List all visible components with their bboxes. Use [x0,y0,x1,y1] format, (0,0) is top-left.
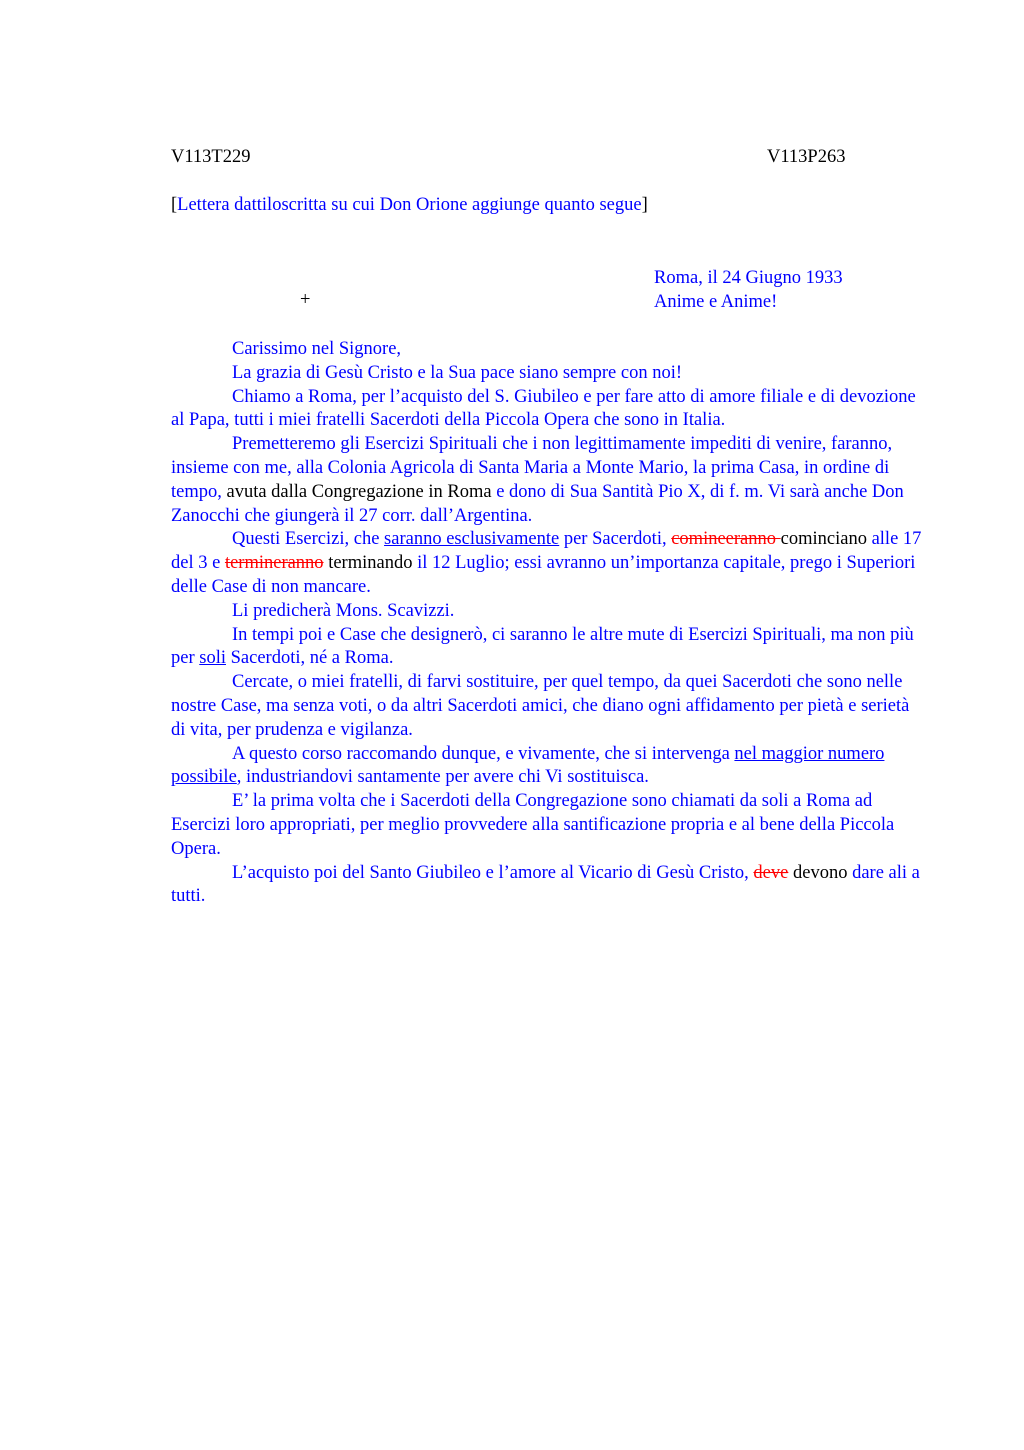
handwritten-insert: terminando [323,553,413,574]
place-date-block [654,266,843,314]
text-run: In tempi poi e Case che designerò, ci saranno le altre mute di Esercizi Spirituali, ma non più per [171,624,914,669]
text-run: Premetteremo gli Esercizi Spirituali che i non legittimamente impediti di venire, faranno, insieme con me, alla Colonia Agricola di Santa Maria a Monte Mario, la prima Casa, in ordine di tempo, [171,434,893,502]
underlined-text: soli [199,648,226,669]
editorial-note [171,195,648,216]
paragraph-blessing: La grazia di Gesù Cristo e la Sua pace siano sempre con noi! [232,362,683,383]
volume-code-right: V113P263 [767,147,846,167]
text-run: Questi Esercizi, che [232,529,385,550]
date-line: Roma, il 24 Giugno 1933 [654,268,843,288]
note-open-bracket: [ [171,195,178,215]
paragraph-exercises [171,433,927,528]
text-run: alle 17 del 3 e [171,529,922,574]
letter-body [171,338,927,909]
deleted-text: deve [753,862,789,883]
handwritten-insert: avuta dalla Congregazione in Roma [226,481,492,502]
paragraph-attendance [171,743,927,791]
note-close-bracket: ] [641,195,648,215]
text-run: A questo corso raccomando dunque, e vivamente, che si intervenga [232,743,735,764]
paragraph-first-time: E’ la prima volta che i Sacerdoti della Congregazione sono chiamati da soli a Roma ad Esercizi loro appropriati, per meglio provvedere alla santificazione propria e al bene della Piccola Opera. [171,791,895,859]
text-run: e dono di Sua Santità Pio X, di f. m. Vi sarà anche Don Zanocchi che giungerà il 27 corr. dall’Argentina. [171,481,904,526]
paragraph-preacher: Li predicherà Mons. Scavizzi. [232,600,455,621]
cross-mark: + [300,290,311,310]
salutation: Carissimo nel Signore, [232,339,402,359]
paragraph-other-courses [171,624,927,672]
text-run: il 12 Luglio; essi avranno un’importanza capitale, prego i Superiori delle Case di non mancare. [171,553,916,597]
motto-line: Anime e Anime! [654,292,778,312]
paragraph-dates [171,528,927,599]
handwritten-insert: devono [788,862,848,883]
paragraph-substitutes: Cercate, o miei fratelli, di farvi sostituire, per quel tempo, da quei Sacerdoti che sono nelle nostre Case, ma senza voti, o da altri Sacerdoti amici, che diano ogni affidamento per pietà e serietà di vita, per prudenza e vigilanza. [171,672,910,740]
text-run: L’acquisto poi del Santo Giubileo e l’amore al Vicario di Gesù Cristo, [232,862,754,883]
text-run: Sacerdoti, né a Roma. [225,648,394,669]
deleted-text: termineranno [224,553,324,574]
text-run: , industriandovi santamente per avere chi Vi sostituisca. [236,767,649,788]
underlined-text: saranno esclusivamente [384,529,560,550]
text-run: per Sacerdoti, [559,529,672,550]
paragraph-closing [171,862,927,910]
handwritten-insert: cominciano [780,529,867,550]
text-run: dare ali a tutti. [171,862,920,907]
note-text: Lettera dattiloscritta su cui Don Orione aggiunge quanto segue [177,195,642,215]
underlined-text: nel maggior numero possibile [171,743,885,788]
paragraph-call: Chiamo a Roma, per l’acquisto del S. Giubileo e per fare atto di amore filiale e di devozione al Papa, tutti i miei fratelli Sacerdoti della Piccola Opera che sono in Italia. [171,386,916,431]
volume-code-left: V113T229 [171,147,251,167]
deleted-text: comineeranno [671,529,781,550]
